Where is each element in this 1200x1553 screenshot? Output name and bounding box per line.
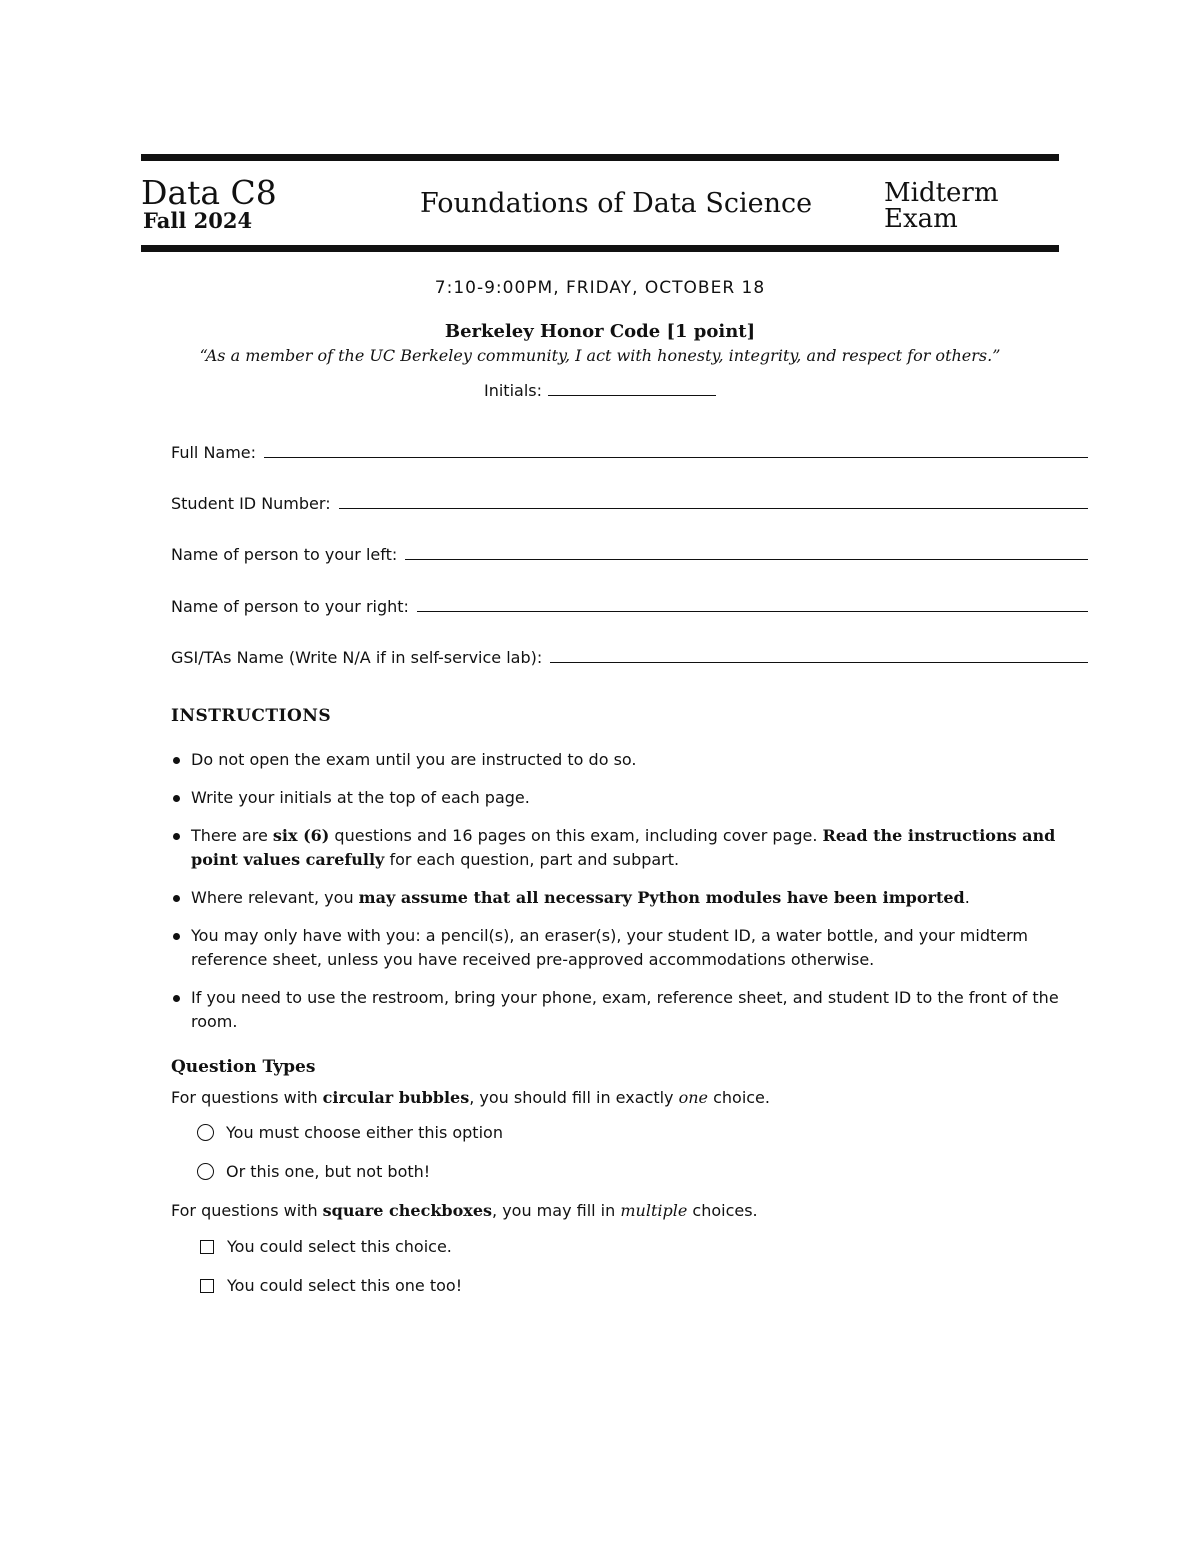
info-field-label: Student ID Number:	[171, 494, 331, 513]
square-intro-text: choices.	[687, 1201, 758, 1220]
instruction-emphasis: may assume that all necessary Python modules have been imported	[358, 888, 965, 907]
info-field-row	[171, 645, 1088, 667]
instruction-emphasis: Read the instructions and point values carefully	[191, 826, 1056, 869]
instruction-emphasis: six (6)	[272, 826, 330, 845]
header-top-rule	[141, 154, 1059, 161]
instruction-item	[171, 924, 1061, 972]
info-field-input[interactable]	[550, 662, 1088, 663]
info-field-row	[171, 491, 1088, 513]
honor-code-title: Berkeley Honor Code [1 point]	[444, 321, 756, 342]
checkbox-icon[interactable]	[200, 1279, 214, 1293]
instruction-text: Do not open the exam until you are instructed to do so.	[191, 750, 637, 769]
square-option-2[interactable]	[197, 1276, 462, 1295]
radio-bubble-icon[interactable]	[197, 1163, 214, 1180]
info-field-input[interactable]	[264, 457, 1088, 458]
instruction-text: for each question, part and subpart.	[384, 850, 680, 869]
instruction-text: Write your initials at the top of each page.	[191, 788, 530, 807]
initials-label: Initials:	[484, 381, 542, 400]
instruction-item	[171, 824, 1061, 872]
info-field-input[interactable]	[405, 559, 1088, 560]
option-label: You must choose either this option	[226, 1123, 503, 1142]
option-label: You could select this one too!	[227, 1276, 463, 1295]
square-intro-text: For questions with	[171, 1201, 323, 1220]
info-field-label: Name of person to your left:	[171, 545, 398, 564]
honor-code-quote: “As a member of the UC Berkeley community, I act with honesty, integrity, and respect for others.”	[199, 346, 1001, 365]
info-field-label: GSI/TAs Name (Write N/A if in self-service lab):	[171, 648, 543, 667]
exam-datetime: 7:10-9:00PM, FRIDAY, OCTOBER 18	[434, 278, 766, 298]
square-intro-text: , you may fill in	[492, 1201, 621, 1220]
exam-type	[884, 180, 999, 232]
info-field-label: Name of person to your right:	[171, 597, 409, 616]
radio-bubble-icon[interactable]	[197, 1124, 214, 1141]
info-field-input[interactable]	[417, 611, 1088, 612]
instruction-item	[171, 886, 1061, 910]
subject-title: Foundations of Data Science	[420, 188, 813, 219]
square-checkboxes-intro	[171, 1201, 758, 1220]
instruction-text: questions and 16 pages on this exam, including cover page.	[329, 826, 823, 845]
instruction-text: .	[964, 888, 970, 907]
checkbox-icon[interactable]	[200, 1240, 214, 1254]
instruction-text: Where relevant, you	[191, 888, 359, 907]
circle-option-2[interactable]	[197, 1162, 430, 1181]
square-intro-italic: multiple	[620, 1201, 688, 1220]
circle-intro-bold: circular bubbles	[322, 1088, 470, 1107]
instruction-text: If you need to use the restroom, bring your phone, exam, reference sheet, and student ID to the front of the room.	[191, 988, 1059, 1031]
info-field-row	[171, 440, 1088, 462]
circle-intro-text: , you should fill in exactly	[469, 1088, 679, 1107]
term-label: Fall 2024	[143, 208, 253, 233]
info-field-row	[171, 542, 1088, 564]
circle-intro-italic: one	[678, 1088, 708, 1107]
exam-type-line1: Midterm	[884, 178, 999, 208]
circle-bubbles-intro	[171, 1088, 770, 1107]
instructions-list	[171, 748, 1061, 1048]
instruction-item	[171, 748, 1061, 772]
square-option-1[interactable]	[197, 1237, 452, 1256]
question-types-heading: Question Types	[171, 1057, 316, 1077]
circle-intro-text: For questions with	[171, 1088, 323, 1107]
circle-intro-text: choice.	[708, 1088, 770, 1107]
option-label: Or this one, but not both!	[226, 1162, 431, 1181]
option-label: You could select this choice.	[227, 1237, 452, 1256]
instruction-item	[171, 986, 1061, 1034]
exam-type-line2: Exam	[884, 204, 958, 234]
instruction-text: There are	[191, 826, 273, 845]
initials-field[interactable]	[548, 381, 716, 396]
header-bottom-rule	[141, 245, 1059, 252]
info-field-label: Full Name:	[171, 443, 257, 462]
course-title: Data C8	[141, 173, 277, 212]
info-field-row	[171, 594, 1088, 616]
instruction-text: You may only have with you: a pencil(s), an eraser(s), your student ID, a water bottle, and your midterm reference sheet, unless you have received pre-approved accommodations otherwise.	[191, 926, 1028, 969]
instructions-heading: INSTRUCTIONS	[171, 706, 332, 726]
square-intro-bold: square checkboxes	[322, 1201, 493, 1220]
initials-row	[0, 381, 1200, 400]
info-field-input[interactable]	[339, 508, 1088, 509]
instruction-item	[171, 786, 1061, 810]
circle-option-1[interactable]	[197, 1123, 503, 1142]
